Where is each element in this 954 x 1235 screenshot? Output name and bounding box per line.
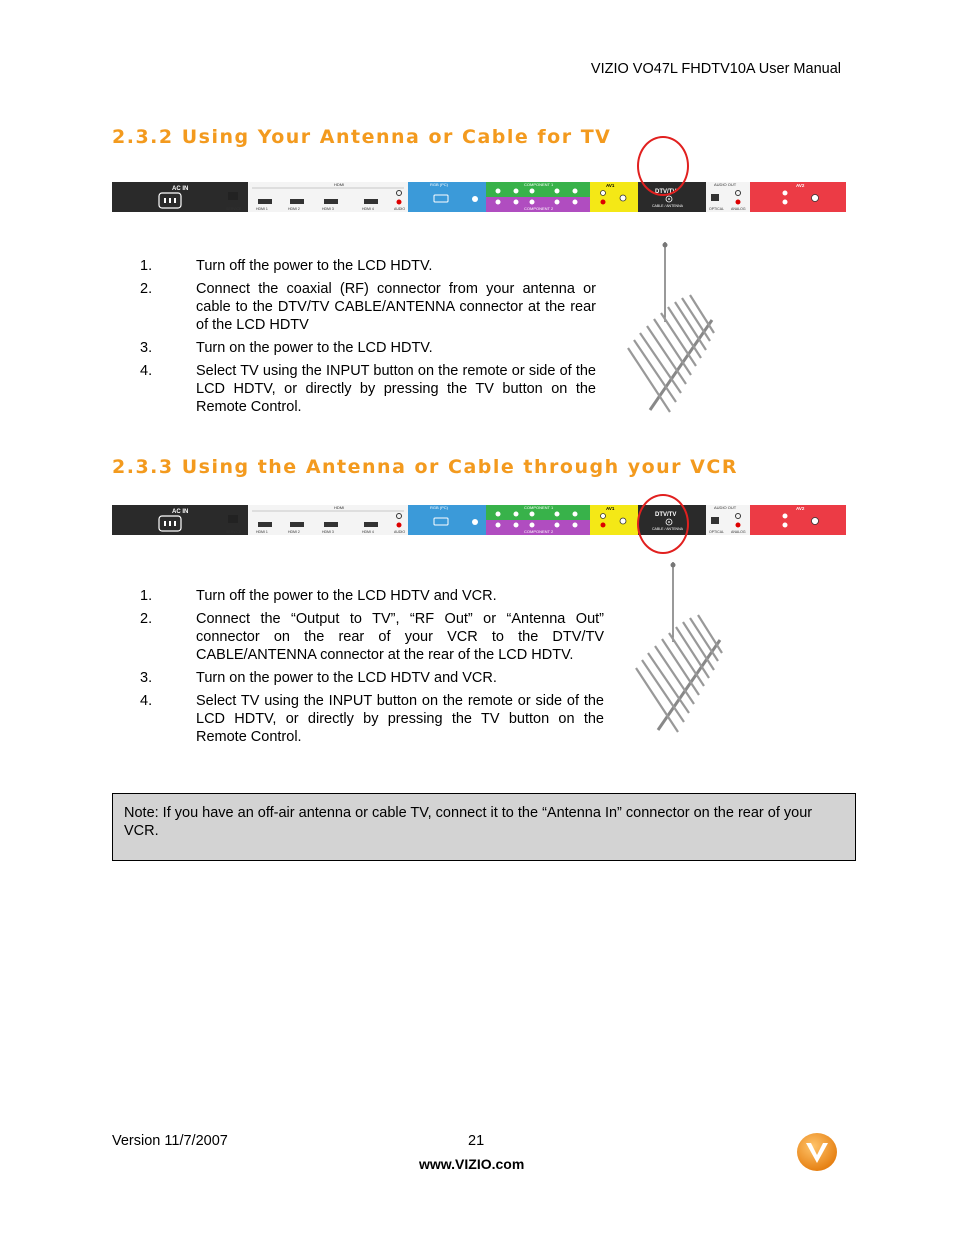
svg-text:DTV/TV: DTV/TV [655, 189, 677, 195]
svg-text:AUDIO OUT: AUDIO OUT [714, 182, 737, 187]
footer-version: Version 11/7/2007 [112, 1133, 228, 1149]
ac-in-label: AC IN [172, 186, 189, 192]
svg-text:COMPONENT 2: COMPONENT 2 [524, 529, 554, 534]
svg-text:OPTICAL: OPTICAL [709, 530, 724, 534]
svg-text:AUDIO: AUDIO [394, 207, 406, 211]
steps-list-2-3-3 [140, 587, 604, 751]
svg-text:RGB (PC): RGB (PC) [430, 505, 448, 510]
list-item: 4. Select TV using the INPUT button on the remote or side of the LCD HDTV, or directly by pressing the TV button on the Remote Control. [140, 693, 604, 745]
svg-text:HDMI: HDMI [334, 505, 345, 510]
svg-text:COMPONENT 2: COMPONENT 2 [524, 206, 554, 211]
svg-text:AUDIO OUT: AUDIO OUT [714, 505, 737, 510]
svg-text:RGB (PC): RGB (PC) [430, 182, 448, 187]
steps-list-2-3-2 [140, 257, 596, 421]
svg-text:ANALOG: ANALOG [731, 207, 746, 211]
svg-text:HDMI 2: HDMI 2 [288, 530, 300, 534]
svg-text:AUDIO: AUDIO [394, 530, 406, 534]
rear-panel-diagram [112, 182, 846, 212]
svg-text:HDMI 4: HDMI 4 [362, 530, 374, 534]
note-text: Note: If you have an off-air antenna or cable TV, connect it to the “Antenna In” connector on the rear of your VCR. [124, 805, 813, 839]
svg-text:HDMI 3: HDMI 3 [322, 207, 334, 211]
vizio-logo-icon [796, 1132, 838, 1177]
list-item: 3. Turn on the power to the LCD HDTV. [140, 340, 433, 356]
footer-url: www.VIZIO.com [419, 1156, 525, 1172]
svg-text:COMPONENT 1: COMPONENT 1 [524, 505, 554, 510]
svg-text:ANALOG: ANALOG [731, 530, 746, 534]
svg-text:HDMI 3: HDMI 3 [322, 530, 334, 534]
svg-text:SERVICE: SERVICE [226, 207, 242, 211]
section-heading-2-3-3: 2.3.3 Using the Antenna or Cable through your VCR [112, 456, 738, 478]
note-box [112, 793, 856, 861]
svg-text:HDMI 1: HDMI 1 [256, 207, 268, 211]
svg-text:AV2: AV2 [796, 506, 805, 511]
antenna-icon [618, 560, 730, 740]
svg-text:AV1: AV1 [606, 506, 615, 511]
dtv-tv-highlight-circle [637, 136, 689, 196]
svg-text:AC IN: AC IN [172, 509, 189, 515]
section-heading-2-3-2: 2.3.2 Using Your Antenna or Cable for TV [112, 126, 612, 148]
svg-text:DTV/TV: DTV/TV [655, 512, 677, 518]
svg-text:AV2: AV2 [796, 183, 805, 188]
list-item: 2. Connect the “Output to TV”, “RF Out” or “Antenna Out” connector on the rear of your VCR to the DTV/TV CABLE/ANTENNA connector at the rear of the LCD HDTV. [140, 611, 604, 663]
dtv-tv-highlight-circle [637, 494, 689, 554]
header-title: VIZIO VO47L FHDTV10A User Manual [590, 61, 841, 77]
list-item: 1. Turn off the power to the LCD HDTV. [140, 258, 433, 274]
svg-text:HDMI 2: HDMI 2 [288, 207, 300, 211]
rear-panel-diagram [112, 505, 846, 535]
svg-text:AV1: AV1 [606, 183, 615, 188]
svg-text:CABLE / ANTENNA: CABLE / ANTENNA [652, 527, 683, 531]
page-number: 21 [468, 1133, 485, 1149]
list-item: 1. Turn off the power to the LCD HDTV and VCR. [140, 588, 497, 604]
list-item: 2. Connect the coaxial (RF) connector from your antenna or cable to the DTV/TV CABLE/ANTENNA connector at the rear of the LCD HDTV [140, 281, 596, 333]
svg-text:SERVICE: SERVICE [226, 530, 242, 534]
svg-text:COMPONENT 1: COMPONENT 1 [524, 182, 554, 187]
svg-text:CABLE / ANTENNA: CABLE / ANTENNA [652, 204, 683, 208]
svg-text:HDMI: HDMI [334, 182, 345, 187]
svg-text:OPTICAL: OPTICAL [709, 207, 724, 211]
list-item: 3. Turn on the power to the LCD HDTV and VCR. [140, 670, 497, 686]
list-item: 4. Select TV using the INPUT button on the remote or side of the LCD HDTV, or directly by pressing the TV button on the Remote Control. [140, 363, 596, 415]
antenna-icon [610, 240, 722, 420]
svg-text:HDMI 1: HDMI 1 [256, 530, 268, 534]
svg-text:HDMI 4: HDMI 4 [362, 207, 374, 211]
